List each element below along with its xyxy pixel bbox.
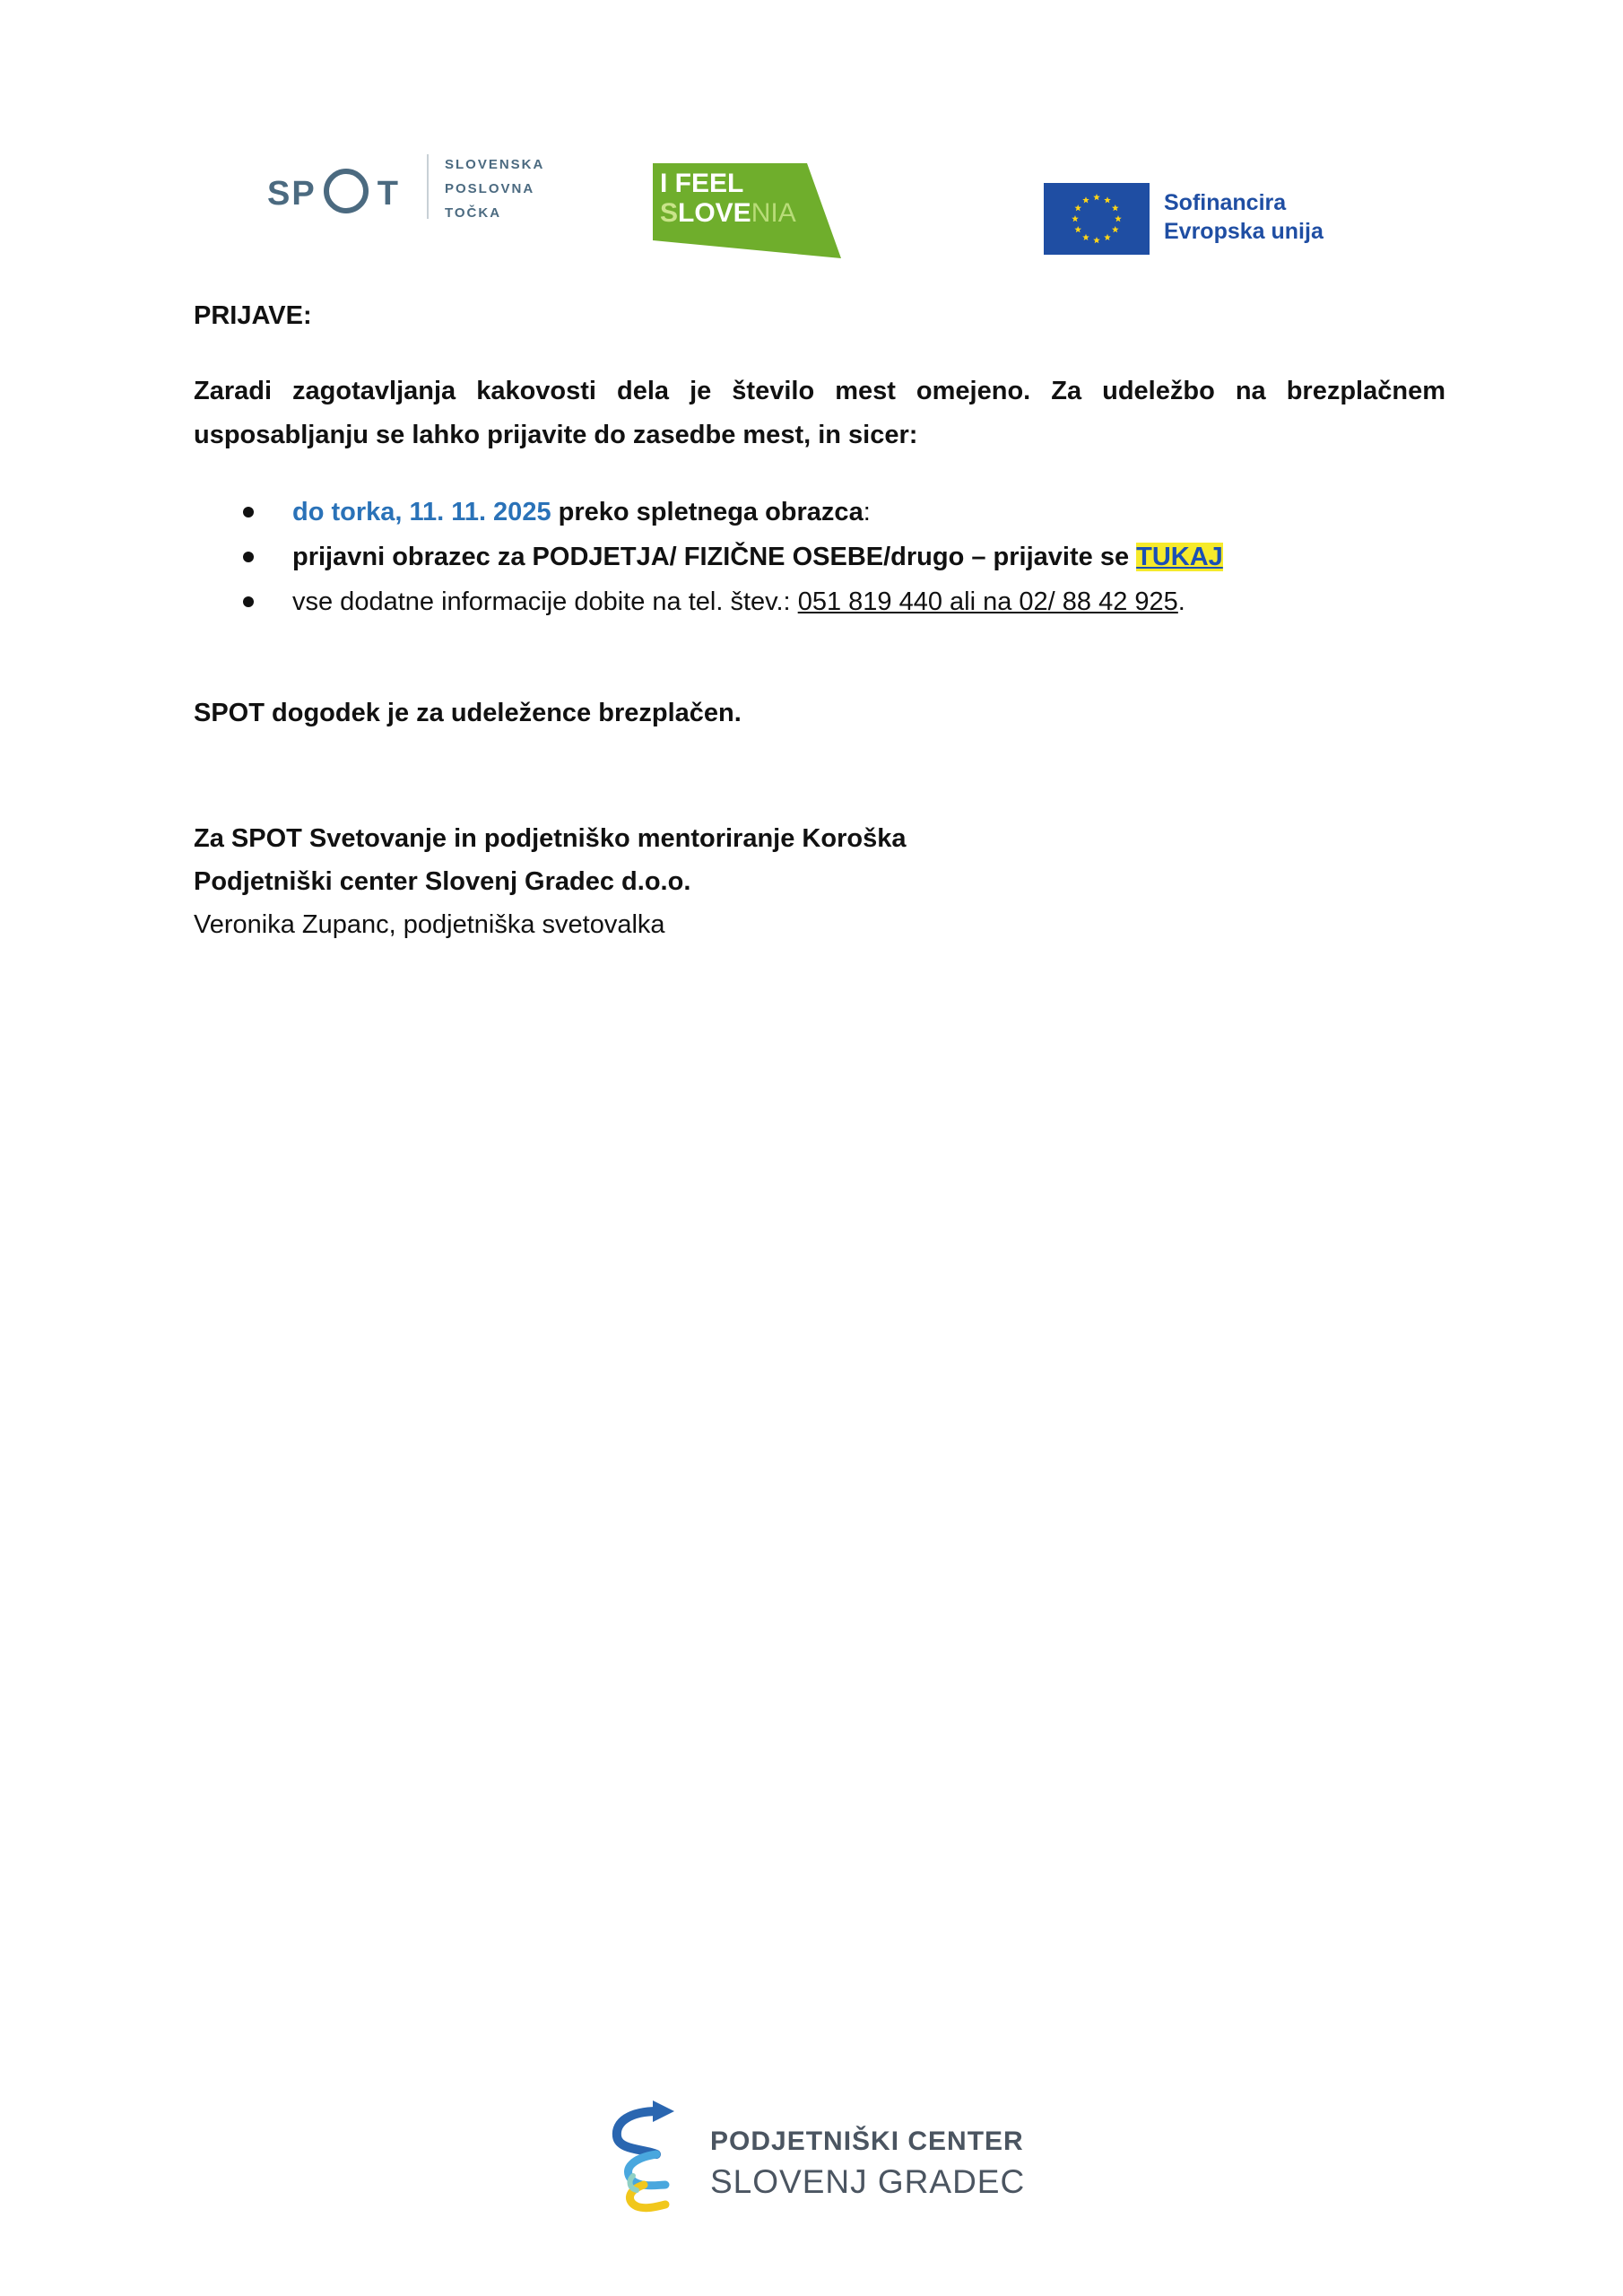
registration-list	[194, 490, 1445, 624]
eu-star-icon	[1093, 194, 1100, 200]
podjetniski-center-wordmark	[710, 2122, 1025, 2203]
footer-logo-line2: SLOVENJ GRADEC	[710, 2163, 1026, 2200]
info-text: vse dodatne informacije dobite na tel. štev.:	[292, 587, 798, 616]
podjetniski-center-logo	[606, 2095, 1028, 2221]
eu-flag-icon	[1044, 183, 1150, 255]
registration-link[interactable]: TUKAJ	[1136, 543, 1223, 571]
eu-star-icon	[1074, 226, 1081, 232]
bullet-icon	[243, 552, 254, 562]
bullet-icon	[243, 507, 254, 517]
feel-logo-s: S	[660, 198, 679, 228]
spot-ring-icon	[324, 169, 369, 213]
intro-paragraph: Zaradi zagotavljanja kakovosti dela je število mest omejeno. Za udeležbo na brezplačnem usposabljanju se lahko prijavite do zasedbe mest, in sicer:	[194, 377, 1445, 449]
spot-logo-wordmark	[267, 169, 400, 213]
eu-star-icon	[1082, 196, 1089, 203]
eu-logo-line1: Sofinancira	[1164, 190, 1287, 215]
web-form-text: preko spletnega obrazca	[551, 498, 864, 526]
signature-line: Veronika Zupanc, podjetniška svetovalka	[194, 910, 665, 939]
eu-logo-line2: Evropska unija	[1164, 219, 1324, 244]
eu-star-icon	[1082, 234, 1089, 240]
eu-logo-text	[1164, 188, 1324, 246]
feel-logo-nia: NIA	[751, 198, 796, 228]
eu-star-icon	[1104, 196, 1111, 203]
deadline-text: do torka, 11. 11. 2025	[292, 498, 551, 526]
eu-star-icon	[1112, 204, 1119, 211]
eu-star-icon	[1112, 226, 1119, 232]
spot-letter-p: P	[291, 175, 317, 213]
spot-sub-line: POSLOVNA	[445, 181, 535, 196]
colon-text: :	[863, 498, 871, 526]
list-item	[194, 579, 1445, 624]
form-description-text: prijavni obrazec za PODJETJA/ FIZIČNE OSEBE/drugo – prijavite se	[292, 543, 1137, 571]
phone-numbers: 051 819 440 ali na 02/ 88 42 925	[797, 587, 1178, 616]
feel-logo-line2	[660, 198, 796, 228]
bullet-icon	[243, 596, 254, 607]
document-body	[194, 294, 1445, 946]
list-item	[194, 535, 1445, 579]
section-heading: PRIJAVE:	[194, 301, 312, 330]
feel-logo-line1: I FEEL	[660, 169, 744, 198]
eu-cofunded-logo	[1044, 176, 1420, 255]
spot-logo-subtitle	[445, 152, 544, 225]
i-feel-slovenia-logo	[653, 163, 841, 258]
eu-star-icon	[1115, 215, 1122, 222]
signature-block	[194, 817, 1445, 946]
free-event-note: SPOT dogodek je za udeležence brezplačen.	[194, 699, 742, 727]
signature-line: Podjetniški center Slovenj Gradec d.o.o.	[194, 867, 691, 896]
spot-sub-line: TOČKA	[445, 205, 502, 221]
period-text: .	[1177, 587, 1185, 616]
feel-logo-love: LOVE	[678, 198, 751, 228]
footer-logo-line1: PODJETNIŠKI CENTER	[710, 2126, 1024, 2156]
eu-stars-icon	[1044, 183, 1150, 255]
signature-line: Za SPOT Svetovanje in podjetniško mentoriranje Koroška	[194, 824, 907, 853]
eu-star-icon	[1104, 234, 1111, 240]
eu-star-icon	[1074, 204, 1081, 211]
spot-logo-divider	[427, 154, 429, 219]
eu-star-icon	[1072, 215, 1079, 222]
spot-logo	[267, 149, 563, 230]
feel-logo-text	[660, 169, 796, 228]
eu-star-icon	[1093, 237, 1100, 243]
spot-letter-t: T	[377, 175, 400, 213]
spot-letter-s: S	[267, 175, 292, 213]
spot-sub-line: SLOVENSKA	[445, 157, 545, 172]
spiral-arrow-icon	[606, 2095, 705, 2221]
list-item	[194, 490, 1445, 535]
